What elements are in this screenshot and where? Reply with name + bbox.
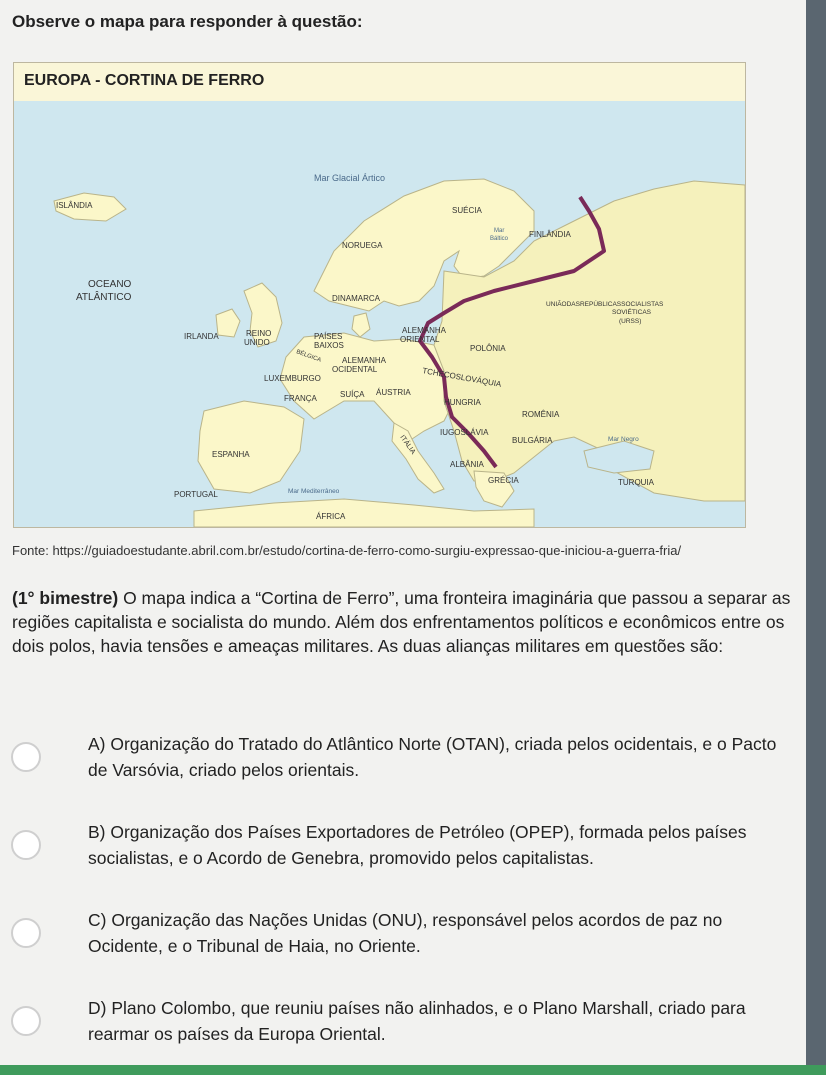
map-label-irlanda: IRLANDA [184, 332, 219, 341]
map-label-suecia: SUÉCIA [452, 206, 482, 215]
map-label-noruega: NORUEGA [342, 241, 383, 250]
map-label-mar-negro: Mar Negro [608, 436, 639, 443]
map-label-reino-unido-1: REINO [246, 329, 272, 338]
map-label-alemanha-ocidental-1: ALEMANHA [342, 356, 387, 365]
map-label-turquia: TURQUIA [618, 478, 654, 487]
map-label-urss-2: SOVIÉTICAS [612, 309, 652, 316]
question-body: O mapa indica a “Cortina de Ferro”, uma fronteira imaginária que passou a separar as regiões capitalista e socialista do mundo. Além dos enfrentamentos políticos e econômicos entre os dois polos, havia tensões e ameaças militares. As duas alianças militares em questões são: [12, 588, 791, 656]
map-label-paises-baixos-1: PAÍSES [314, 332, 343, 341]
intro-text: Observe o mapa para responder à questão: [12, 12, 363, 31]
map-label-espanha: ESPANHA [212, 450, 250, 459]
map-label-hungria: HUNGRIA [444, 398, 481, 407]
map-figure [13, 62, 746, 528]
map-label-belgica: BÉLGICA [295, 349, 322, 364]
option-c[interactable] [0, 910, 826, 980]
option-b-radio[interactable] [11, 830, 41, 860]
map-label-africa: ÁFRICA [316, 512, 346, 521]
map-label-romenia: ROMÊNIA [522, 410, 560, 419]
bottom-bar [0, 1065, 826, 1075]
map-label-alemanha-ocidental-2: OCIDENTAL [332, 365, 378, 374]
option-a-radio[interactable] [11, 742, 41, 772]
option-d-radio[interactable] [11, 1006, 41, 1036]
option-b[interactable] [0, 822, 826, 892]
map-label-tchecoslovaquia: TCHECOSLOVÁQUIA [421, 366, 503, 389]
option-d[interactable] [0, 998, 826, 1068]
map-label-iugoslavia: IUGOSLÁVIA [440, 428, 489, 437]
map-label-portugal: PORTUGAL [174, 490, 218, 499]
map-label-mar-baltico-1: Mar [494, 228, 505, 234]
map-label-grecia: GRÉCIA [488, 476, 519, 485]
map-label-islandia: ISLÂNDIA [56, 201, 93, 210]
map-label-paises-baixos-2: BAIXOS [314, 341, 344, 350]
map-label-franca: FRANÇA [284, 394, 317, 403]
question-prefix: (1° bimestre) [12, 588, 119, 608]
map-label-albania: ALBÂNIA [450, 460, 484, 469]
question-text [12, 586, 792, 658]
map-label-mar-mediterraneo: Mar Mediterrâneo [288, 488, 340, 495]
map-label-dinamarca: DINAMARCA [332, 294, 381, 303]
map-label-polonia: POLÔNIA [470, 344, 506, 353]
map-label-alemanha-oriental-2: ORIENTAL [400, 335, 440, 344]
option-a-text: A) Organização do Tratado do Atlântico Norte (OTAN), criada pelos ocidentais, e o Pacto de Varsóvia, criado pelos orientais. [88, 734, 777, 780]
map-label-oceano-2: ATLÂNTICO [76, 292, 132, 303]
map-label-austria: ÁUSTRIA [376, 388, 411, 397]
option-d-text: D) Plano Colombo, que reuniu países não alinhados, e o Plano Marshall, criado para rearmar os países da Europa Oriental. [88, 998, 746, 1044]
map-label-bulgaria: BULGÁRIA [512, 436, 553, 445]
map-label-suica: SUÍÇA [340, 390, 365, 399]
map-label-finlandia: FINLÂNDIA [529, 230, 571, 239]
europe-map [14, 101, 745, 527]
map-label-reino-unido-2: UNIDO [244, 338, 270, 347]
option-b-text: B) Organização dos Países Exportadores de Petróleo (OPEP), formada pelos países socialistas, e o Acordo de Genebra, promovido pelos capitalistas. [88, 822, 747, 868]
map-label-urss-3: (URSS) [619, 318, 642, 325]
map-header [14, 63, 745, 102]
option-a[interactable] [0, 734, 826, 804]
map-title: EUROPA - CORTINA DE FERRO [24, 72, 265, 89]
option-c-text: C) Organização das Nações Unidas (ONU), responsável pelos acordos de paz no Ocidente, e o Tribunal de Haia, no Oriente. [88, 910, 723, 956]
map-label-italia: ITÁLIA [398, 434, 417, 456]
map-label-alemanha-oriental-1: ALEMANHA [402, 326, 447, 335]
map-label-oceano-1: OCEANO [88, 279, 132, 290]
map-label-mar-glacial: Mar Glacial Ártico [314, 173, 386, 183]
map-label-urss-1: UNIÃODASREPÚBLICASSOCIALISTAS [546, 301, 664, 308]
map-label-luxemburgo: LUXEMBURGO [264, 374, 321, 383]
map-label-mar-baltico-2: Báltico [490, 236, 509, 242]
map-source: Fonte: https://guiadoestudante.abril.com.br/estudo/cortina-de-ferro-como-surgiu-expressao-que-iniciou-a-guerra-fria/ [12, 543, 682, 558]
option-c-radio[interactable] [11, 918, 41, 948]
